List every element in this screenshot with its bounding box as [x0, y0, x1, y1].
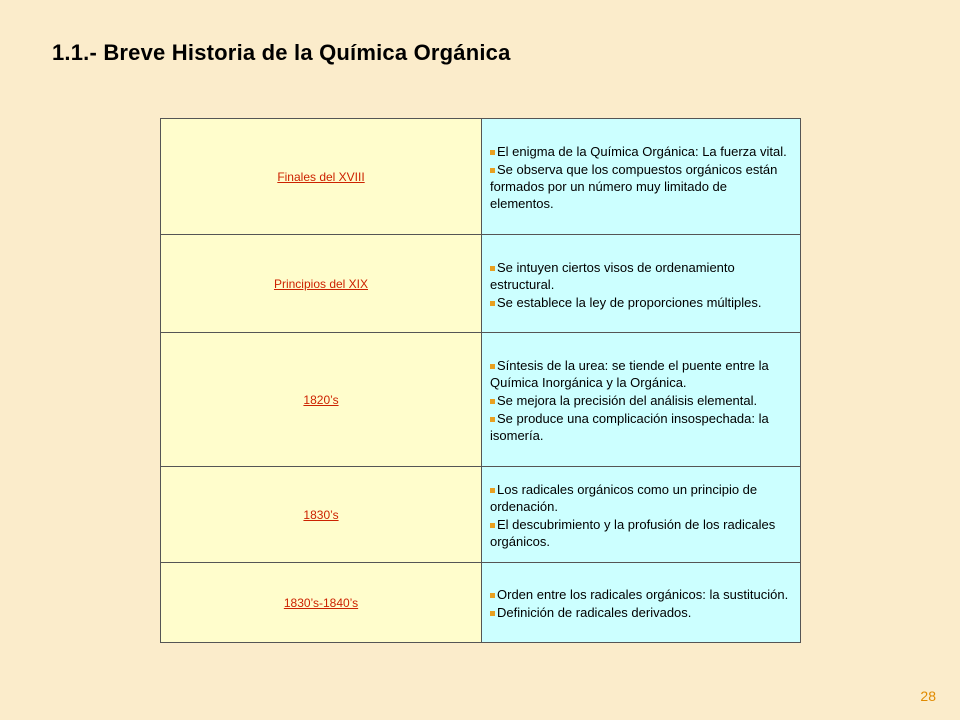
list-item-text: El enigma de la Química Orgánica: La fuerza vital. [497, 144, 787, 159]
detail-cell [482, 563, 801, 643]
list-item [490, 392, 790, 409]
detail-list [490, 586, 790, 621]
square-bullet-icon [490, 266, 495, 271]
period-cell [161, 235, 482, 333]
square-bullet-icon [490, 301, 495, 306]
list-item-text: Definición de radicales derivados. [497, 605, 692, 620]
square-bullet-icon [490, 611, 495, 616]
period-link[interactable]: 1820’s [303, 392, 339, 407]
period-cell [161, 119, 482, 235]
list-item [490, 516, 790, 550]
detail-cell [482, 333, 801, 467]
detail-cell [482, 119, 801, 235]
list-item [490, 294, 790, 311]
history-timeline-table [160, 118, 801, 643]
list-item [490, 481, 790, 515]
list-item [490, 410, 790, 444]
list-item-text: Se produce una complicación insospechada: la isomería. [490, 411, 769, 443]
period-link[interactable]: Principios del XIX [273, 276, 369, 291]
detail-cell [482, 235, 801, 333]
list-item-text: Orden entre los radicales orgánicos: la sustitución. [497, 587, 789, 602]
table-row [161, 467, 801, 563]
page-number: 28 [920, 688, 936, 704]
list-item [490, 259, 790, 293]
detail-list [490, 259, 790, 311]
list-item-text: Se establece la ley de proporciones múltiples. [497, 294, 762, 310]
table-row [161, 333, 801, 467]
page-title: 1.1.- Breve Historia de la Química Orgánica [52, 40, 511, 65]
detail-list [490, 357, 790, 444]
list-item-text: Se observa que los compuestos orgánicos están formados por un número muy limitado de elementos. [490, 162, 778, 211]
period-cell [161, 467, 482, 563]
square-bullet-icon [490, 399, 495, 404]
square-bullet-icon [490, 150, 495, 155]
table-row [161, 119, 801, 235]
square-bullet-icon [490, 364, 495, 369]
list-item [490, 586, 790, 603]
detail-cell [482, 467, 801, 563]
square-bullet-icon [490, 417, 495, 422]
period-link[interactable]: Finales del XVIII [277, 169, 365, 184]
list-item [490, 357, 790, 391]
square-bullet-icon [490, 488, 495, 493]
period-cell [161, 563, 482, 643]
detail-list [490, 143, 790, 212]
list-item-text: El descubrimiento y la profusión de los radicales orgánicos. [490, 517, 776, 549]
square-bullet-icon [490, 593, 495, 598]
list-item-text: Los radicales orgánicos como un principio de ordenación. [490, 482, 758, 514]
table-row [161, 563, 801, 643]
list-item-text: Se mejora la precisión del análisis elemental. [497, 393, 758, 408]
table-row [161, 235, 801, 333]
list-item-text: Se intuyen ciertos visos de ordenamiento estructural. [490, 259, 735, 292]
square-bullet-icon [490, 523, 495, 528]
list-item [490, 161, 790, 212]
square-bullet-icon [490, 168, 495, 173]
detail-list [490, 481, 790, 550]
list-item [490, 604, 790, 621]
list-item [490, 143, 790, 160]
period-link[interactable]: 1830’s [303, 507, 339, 522]
list-item-text: Síntesis de la urea: se tiende el puente entre la Química Inorgánica y la Orgánica. [490, 358, 769, 390]
period-cell [161, 333, 482, 467]
period-link[interactable]: 1830’s-1840’s [283, 595, 359, 610]
